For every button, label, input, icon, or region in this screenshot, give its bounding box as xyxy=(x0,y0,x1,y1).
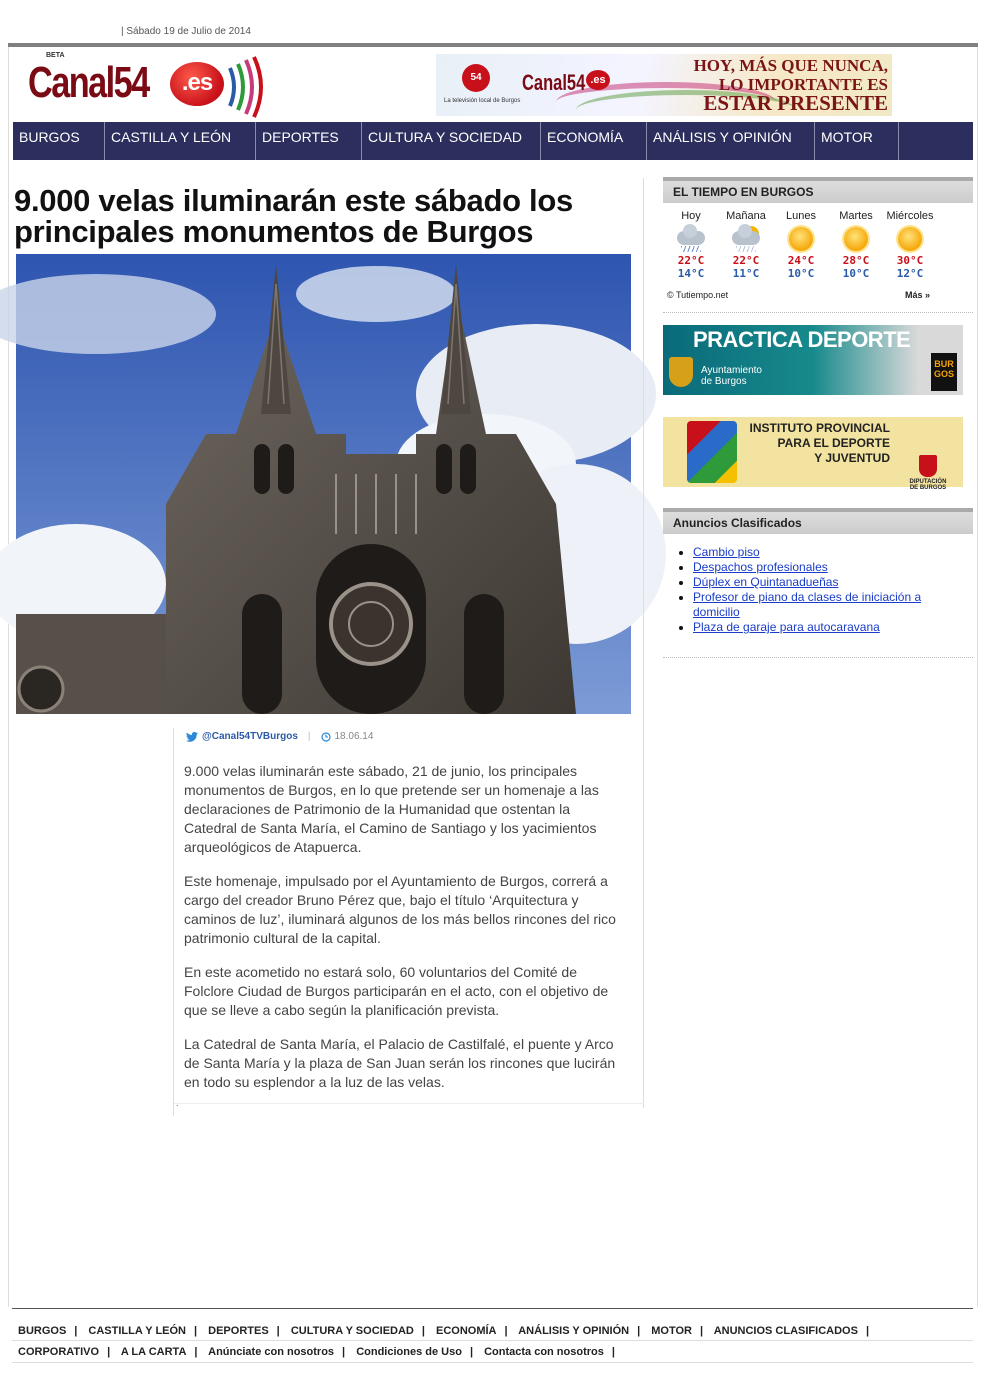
site-logo[interactable] xyxy=(28,52,268,118)
weather-high: 22°C xyxy=(732,254,760,267)
main-nav xyxy=(13,122,973,160)
sidebar-divider xyxy=(663,312,973,313)
weather-high: 24°C xyxy=(787,254,815,267)
ad2-line2: PARA EL DEPORTE xyxy=(777,436,890,450)
logo-beta-label: BETA xyxy=(46,52,65,59)
diputacion-logo xyxy=(903,455,953,491)
nav-item-analisis-y-opinion[interactable]: ANÁLISIS Y OPINIÓN xyxy=(647,122,815,160)
content-column-divider xyxy=(643,178,644,1108)
ad1-title: PRACTICA DEPORTE xyxy=(693,327,911,352)
weather-day-name: Miércoles xyxy=(886,210,934,222)
twitter-handle-link[interactable]: @Canal54TVBurgos xyxy=(202,731,298,742)
classified-link[interactable]: Cambio piso xyxy=(693,545,760,559)
footer-link-a-la-carta[interactable]: A LA CARTA xyxy=(120,1346,187,1358)
footer-link-cultura-y-sociedad[interactable]: CULTURA Y SOCIEDAD xyxy=(290,1325,414,1337)
weather-day xyxy=(718,210,774,280)
nav-item-motor[interactable]: MOTOR xyxy=(815,122,899,160)
footer-nav-secondary: CORPORATIVO | A LA CARTA | Anúnciate con nosotros | Condiciones de Uso | Contacta con nosotros | xyxy=(18,1346,615,1358)
page-right-border xyxy=(977,47,978,1307)
list-item xyxy=(693,560,963,575)
banner-slogan-line2: LO IMPORTANTE ES xyxy=(718,75,888,94)
weather-day-name: Mañana xyxy=(726,210,766,222)
article-body xyxy=(184,762,624,1107)
cloud-sun-icon xyxy=(731,226,761,252)
banner-logo-tld: .es xyxy=(586,70,610,90)
article-paragraph: Este homenaje, impulsado por el Ayuntamiento de Burgos, correrá a cargo del creador Bruno Pérez que, bajo el título ‘Arquitectura y caminos de luz’, iluminará algunos de los más bellos rincones del rico patrimonio cultural de la capital. xyxy=(184,873,616,946)
classified-link[interactable]: Dúplex en Quintanadueñas xyxy=(693,575,839,589)
article-meta xyxy=(186,731,373,742)
weather-low: 12°C xyxy=(896,267,924,280)
weather-high: 28°C xyxy=(842,254,870,267)
article-photo-cathedral xyxy=(16,254,631,714)
ad1-subtitle-line1: Ayuntamiento xyxy=(701,365,762,376)
nav-item-empty xyxy=(899,122,973,160)
footer-top-rule xyxy=(12,1308,973,1309)
sidebar-divider xyxy=(663,657,973,658)
footer-link-motor[interactable]: MOTOR xyxy=(651,1325,692,1337)
footer-divider xyxy=(12,1340,973,1341)
banner-tagline-small: La televisión local de Burgos xyxy=(444,98,521,104)
weather-low: 14°C xyxy=(677,267,705,280)
footer-link-anunciate[interactable]: Anúnciate con nosotros xyxy=(208,1346,335,1358)
classified-link[interactable]: Profesor de piano da clases de iniciación a domicilio xyxy=(693,590,922,619)
weather-more-link[interactable]: Más » xyxy=(905,290,931,300)
weather-day xyxy=(773,210,829,280)
article-paragraph: En este acometido no estará solo, 60 voluntarios del Comité de Folclore Ciudad de Burgos participarán en el acto, con el objetivo de que se lleve a cabo según la planificación prevista. xyxy=(184,964,609,1018)
ad2-text xyxy=(715,421,890,466)
sun-icon xyxy=(786,226,816,252)
nav-item-deportes[interactable]: DEPORTES xyxy=(256,122,362,160)
footer-nav-primary: BURGOS | CASTILLA Y LEÓN | DEPORTES | CULTURA Y SOCIEDAD | ECONOMÍA | ANÁLISIS Y OPINIÓN | MOTOR | ANUNCIOS CLASIFICADOS | xyxy=(18,1325,870,1337)
weather-widget xyxy=(663,210,973,306)
header-date: | Sábado 19 de Julio de 2014 xyxy=(121,26,251,37)
logo-tld: .es xyxy=(170,62,224,106)
burgos-brand-logo: BUR GOS xyxy=(931,353,957,391)
weather-credit-link[interactable]: © Tutiempo.net xyxy=(667,290,729,300)
diputacion-line2: DE BURGOS xyxy=(909,485,947,491)
weather-day xyxy=(663,210,719,280)
cathedral-illustration xyxy=(16,254,631,714)
list-item xyxy=(693,590,963,620)
weather-day-name: Martes xyxy=(839,210,873,222)
footer-link-economia[interactable]: ECONOMÍA xyxy=(436,1325,497,1337)
banner-slogan-line1: HOY, MÁS QUE NUNCA, xyxy=(693,56,888,75)
diputacion-line1: DIPUTACIÓN xyxy=(909,479,947,485)
footer-link-burgos[interactable]: BURGOS xyxy=(18,1325,67,1337)
weather-low: 11°C xyxy=(732,267,760,280)
footer-link-castilla-y-leon[interactable]: CASTILLA Y LEÓN xyxy=(88,1325,187,1337)
ad1-subtitle xyxy=(701,365,762,387)
ad1-subtitle-line2: de Burgos xyxy=(701,376,747,387)
page-left-border xyxy=(8,47,9,1307)
classifieds-title: Anuncios Clasificados xyxy=(663,508,973,534)
weather-day-name: Lunes xyxy=(786,210,816,222)
article-paragraph: La Catedral de Santa María, el Palacio de Castilfalé, el puente y Arco de Santa María y la plaza de San Juan serán los rincones que lucirán en todo su esplendor a la luz de las velas. xyxy=(184,1036,616,1090)
article-bottom-rule xyxy=(174,1103,644,1104)
weather-day xyxy=(828,210,884,280)
list-item xyxy=(693,575,963,590)
banner-channel-number: 54 xyxy=(462,64,490,92)
clock-icon xyxy=(321,732,331,742)
list-item xyxy=(693,545,963,560)
footer-link-corporativo[interactable]: CORPORATIVO xyxy=(18,1346,100,1358)
diputacion-crest-icon xyxy=(919,455,937,477)
footer-link-analisis-y-opinion[interactable]: ANÁLISIS Y OPINIÓN xyxy=(518,1325,630,1337)
article-paragraph: 9.000 velas iluminarán este sábado, 21 de junio, los principales monumentos de Burgos, en lo que pretende ser un homenaje a las declaraciones de Patrimonio de la Humanidad que ostentan la Catedral de Santa María, el Camino de Santiago y los yacimientos arqueológicos de Atapuerca. xyxy=(184,763,599,855)
weather-day-name: Hoy xyxy=(681,210,701,222)
list-item xyxy=(693,620,963,635)
twitter-icon xyxy=(186,732,198,742)
footer-link-contacta[interactable]: Contacta con nosotros xyxy=(484,1346,604,1358)
ad-instituto-provincial-deporte[interactable] xyxy=(663,417,963,491)
classified-link[interactable]: Plaza de garaje para autocaravana xyxy=(693,620,880,634)
header-banner-ad[interactable] xyxy=(436,54,892,116)
weather-widget-title: EL TIEMPO EN BURGOS xyxy=(663,177,973,203)
top-divider xyxy=(8,43,978,47)
ayuntamiento-shield-icon xyxy=(669,357,693,387)
weather-high: 22°C xyxy=(677,254,705,267)
banner-slogan xyxy=(678,56,888,113)
rain-cloud-icon xyxy=(676,226,706,252)
footer-bottom-rule xyxy=(12,1362,973,1363)
ad2-line1: INSTITUTO PROVINCIAL xyxy=(749,421,890,435)
nav-item-castilla-y-leon[interactable]: CASTILLA Y LEÓN xyxy=(105,122,256,160)
classified-link[interactable]: Despachos profesionales xyxy=(693,560,828,574)
classifieds-list xyxy=(693,545,963,635)
nav-item-cultura-y-sociedad[interactable]: CULTURA Y SOCIEDAD xyxy=(362,122,541,160)
meta-separator: | xyxy=(307,731,311,742)
nav-item-burgos[interactable]: BURGOS xyxy=(13,122,105,160)
footer-link-deportes[interactable]: DEPORTES xyxy=(208,1325,269,1337)
ad-practica-deporte[interactable] xyxy=(663,325,963,395)
footer-link-anuncios-clasificados[interactable]: ANUNCIOS CLASIFICADOS xyxy=(713,1325,858,1337)
banner-logo: Canal54 xyxy=(522,70,586,95)
weather-day xyxy=(882,210,938,280)
article-headline: 9.000 velas iluminarán este sábado los principales monumentos de Burgos xyxy=(14,183,573,249)
ad2-line3: Y JUVENTUD xyxy=(814,451,890,465)
weather-high: 30°C xyxy=(896,254,924,267)
article-date: 18.06.14 xyxy=(334,731,374,742)
article-body-rule xyxy=(173,728,174,1116)
weather-low: 10°C xyxy=(787,267,815,280)
sun-icon xyxy=(841,226,871,252)
sun-icon xyxy=(895,226,925,252)
nav-item-economia[interactable]: ECONOMÍA xyxy=(541,122,647,160)
banner-slogan-line3: ESTAR PRESENTE xyxy=(703,91,888,115)
logo-name: Canal54 xyxy=(28,58,149,107)
footer-link-condiciones-de-uso[interactable]: Condiciones de Uso xyxy=(356,1346,462,1358)
signal-arcs-icon xyxy=(226,56,266,118)
weather-low: 10°C xyxy=(842,267,870,280)
